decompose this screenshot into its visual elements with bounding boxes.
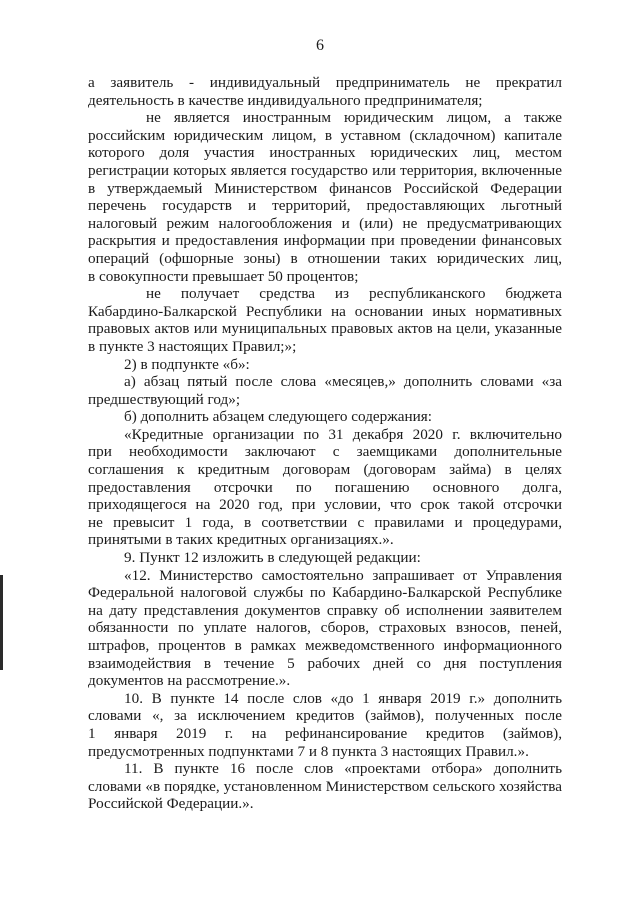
text-line: российским юридическим лицом, в уставном (складочном) капитале <box>88 126 562 144</box>
text-line: раскрытия и предоставления информации при проведении финансовых <box>88 232 562 250</box>
text-line: при необходимости заключают с заемщиками дополнительные <box>88 443 562 461</box>
text-line: взаимодействия в течение 5 рабочих дней со дня поступления <box>88 654 562 672</box>
text-line: в совокупности превышает 50 процентов; <box>88 267 359 285</box>
scan-edge-mark <box>0 575 3 670</box>
text-line: а заявитель - индивидуальный предприниматель не прекратил <box>88 74 562 91</box>
text-line: в пункте 3 настоящих Правил;»; <box>88 337 297 355</box>
text-line: не получает средства из республиканского бюджета <box>146 285 562 303</box>
text-line: предоставления отсрочки по погашению основного долга, <box>88 478 562 496</box>
text-line: операций (офшорные зоны) в отношении таких юридических лиц, <box>88 249 562 267</box>
text-line: в утверждаемый Министерством финансов Российской Федерации <box>88 179 562 197</box>
text-line: а) абзац пятый после слова «месяцев,» дополнить словами «за <box>124 373 562 391</box>
text-line: «Кредитные организации по 31 декабря 2020 г. включительно <box>124 425 562 443</box>
text-line: принятыми в таких кредитных организациях.». <box>88 531 394 549</box>
text-line: правовых актов или муниципальных правовых актов на цели, указанные <box>88 320 562 338</box>
document-body <box>88 74 562 813</box>
text-line: 1 января 2019 г. на рефинансирование кредитов (займов), <box>88 724 562 742</box>
text-line: деятельность в качестве индивидуального предпринимателя; <box>88 91 483 109</box>
text-line: Федеральной налоговой службы по Кабардино-Балкарской Республике <box>88 584 562 602</box>
text-line: приходящегося на 2020 год, при условии, что срок такой отсрочки <box>88 496 562 514</box>
text-line: «12. Министерство самостоятельно запрашивает от Управления <box>124 566 562 584</box>
text-line: 11. В пункте 16 после слов «проектами отбора» дополнить <box>124 760 562 778</box>
text-line: 9. Пункт 12 изложить в следующей редакции: <box>124 549 421 567</box>
text-line: на дату представления документов справку об исполнении заявителем <box>88 601 562 619</box>
text-line: 2) в подпункте «б»: <box>124 355 250 373</box>
text-line: Российской Федерации.». <box>88 795 254 813</box>
text-line: соглашения к кредитным договорам (договорам займа) в целях <box>88 461 562 479</box>
text-line: Кабардино-Балкарской Республики на основании иных нормативных <box>88 302 562 320</box>
text-line: штрафов, процентов в рамках межведомственного информационного <box>88 637 562 654</box>
text-line: предшествующий год»; <box>88 390 241 408</box>
text-line: 10. В пункте 14 после слов «до 1 января 2019 г.» дополнить <box>124 689 562 707</box>
text-line: предусмотренных подпунктами 7 и 8 пункта 3 настоящих Правил.». <box>88 742 529 760</box>
text-line: не является иностранным юридическим лицом, а также <box>146 109 562 127</box>
text-line: словами «, за исключением кредитов (займов), полученных после <box>88 707 562 725</box>
text-line: налоговый режим налогообложения и (или) не предусматривающих <box>88 214 562 232</box>
text-line: обязанности по уплате налогов, сборов, страховых взносов, пеней, <box>88 619 562 637</box>
text-line: не превысит 1 года, в соответствии с правилами и процедурами, <box>88 513 562 531</box>
text-line: словами «в порядке, установленном Министерством сельского хозяйства <box>88 777 562 795</box>
page-number: 6 <box>316 37 324 54</box>
text-line: документов на рассмотрение.». <box>88 672 291 690</box>
text-line: б) дополнить абзацем следующего содержания: <box>124 408 432 426</box>
text-line: которого доля участия иностранных юридических лиц, местом <box>88 144 562 162</box>
text-line: регистрации которых является государство или территория, включенные <box>88 161 562 179</box>
text-line: перечень государств и территорий, предоставляющих льготный <box>88 197 562 215</box>
